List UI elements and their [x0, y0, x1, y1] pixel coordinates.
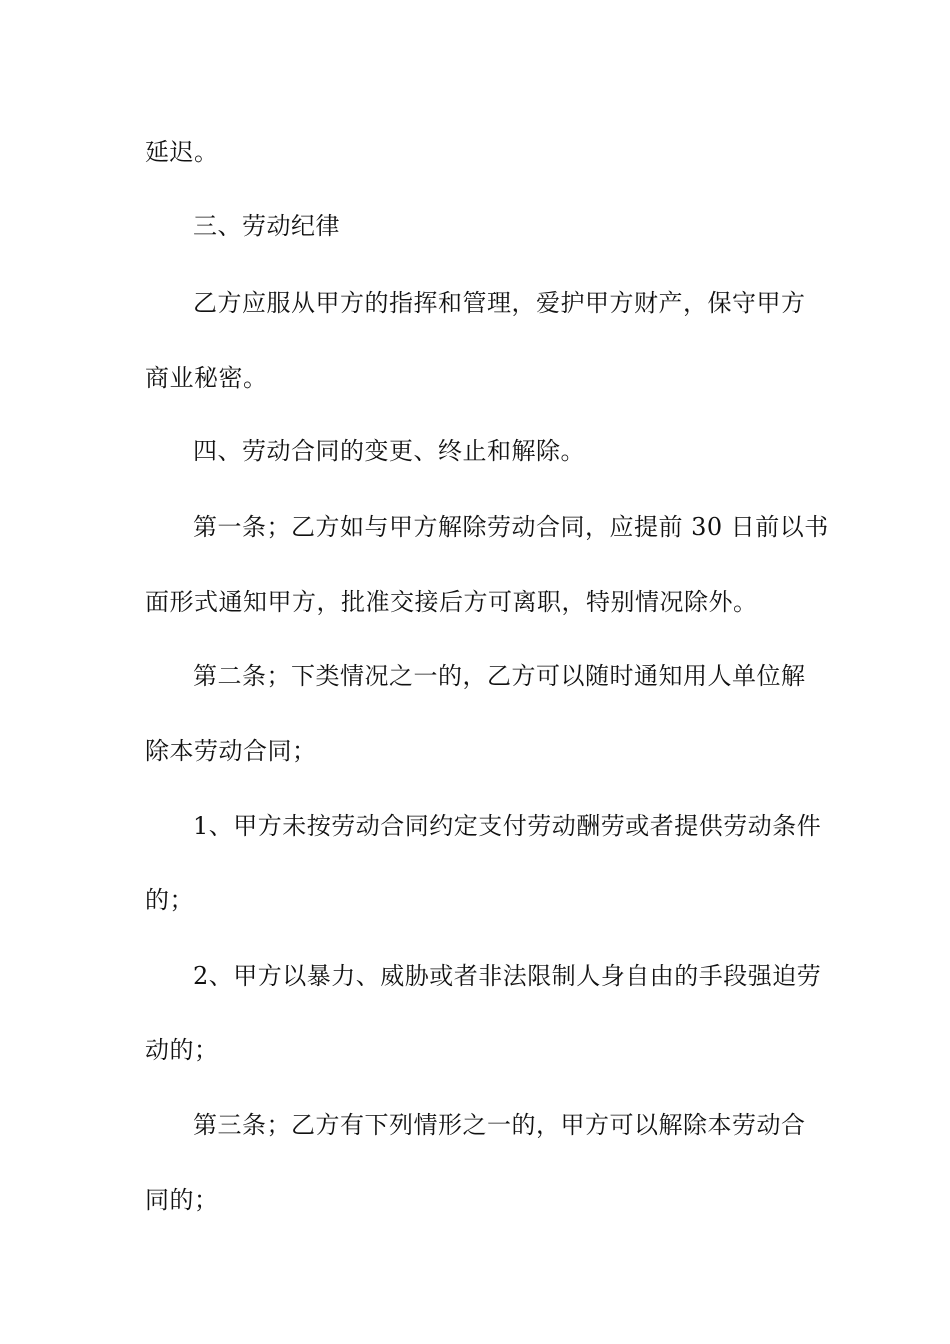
text-line: 乙方应服从甲方的指挥和管理，爱护甲方财产，保守甲方 [193, 289, 806, 317]
text-line: 面形式通知甲方，批准交接后方可离职，特别情况除外。 [145, 588, 758, 616]
text-line: 延迟。 [145, 138, 219, 166]
text-line: 商业秘密。 [145, 364, 268, 392]
section-heading: 四、劳动合同的变更、终止和解除。 [193, 437, 585, 465]
text-line: 1、甲方未按劳动合同约定支付劳动酬劳或者提供劳动条件 [193, 812, 822, 840]
text-line: 2、甲方以暴力、威胁或者非法限制人身自由的手段强迫劳 [193, 962, 822, 990]
text-line: 第二条；下类情况之一的，乙方可以随时通知用人单位解 [193, 662, 806, 690]
section-heading: 三、劳动纪律 [193, 212, 340, 240]
text-line: 第三条；乙方有下列情形之一的，甲方可以解除本劳动合 [193, 1111, 806, 1139]
text-line: 第一条；乙方如与甲方解除劳动合同，应提前 30 日前以书 [193, 513, 829, 541]
text-line: 的； [145, 886, 194, 914]
text-line: 除本劳动合同； [145, 737, 317, 765]
text-line: 同的； [145, 1186, 219, 1214]
text-line: 动的； [145, 1036, 219, 1064]
